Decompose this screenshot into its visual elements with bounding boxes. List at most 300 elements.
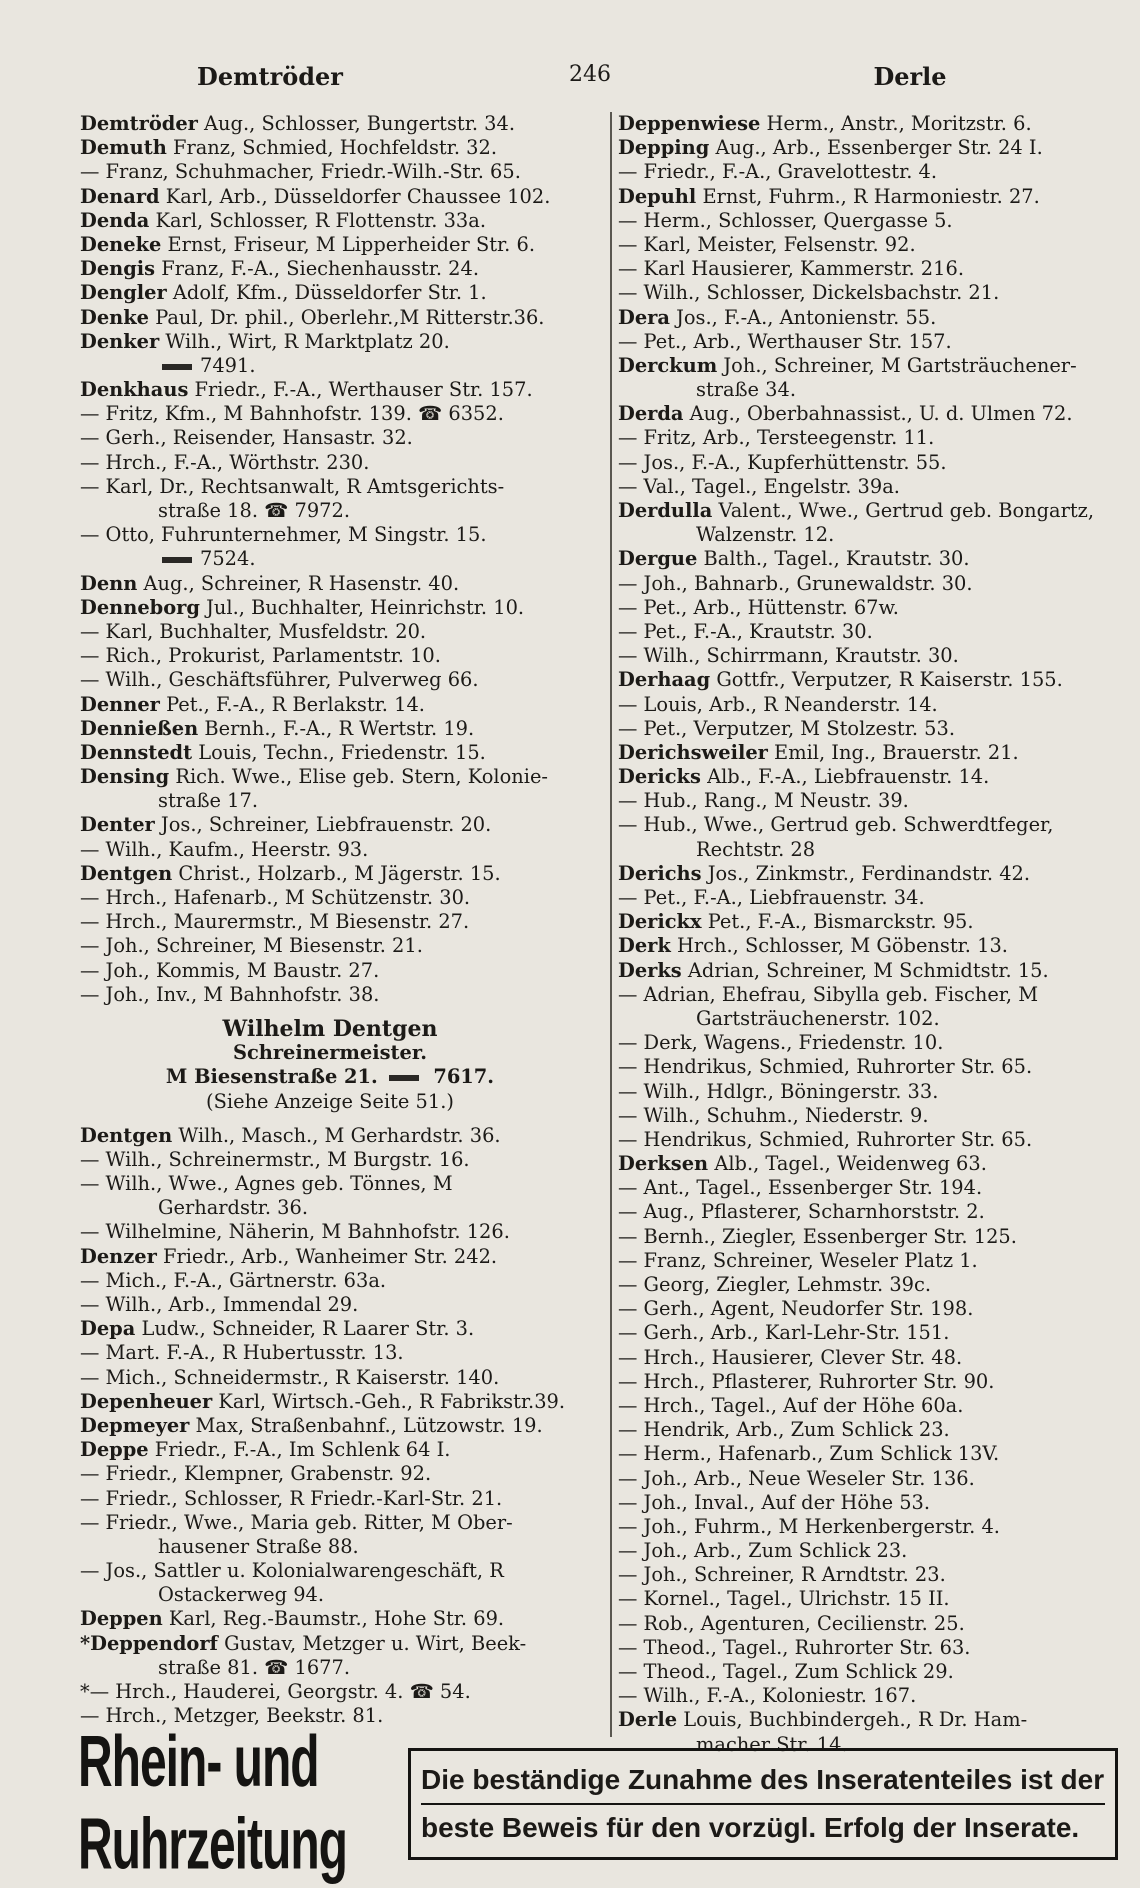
ad-address-line [80, 1065, 580, 1089]
directory-entry [618, 1346, 1128, 1370]
entry-details: — Wilh., Wwe., Agnes geb. Tönnes, M [80, 1172, 453, 1196]
directory-entry [618, 306, 1128, 330]
directory-entry [618, 233, 1128, 257]
entry-details: — Wilh., Geschäftsführer, Pulverweg 66. [80, 668, 479, 692]
directory-entry [80, 1269, 580, 1293]
entry-details: Gottfr., Verputzer, R Kaiserstr. 155. [710, 668, 1063, 692]
entry-details: — Wilh., Schuhm., Niederstr. 9. [618, 1103, 929, 1127]
directory-entry [618, 741, 1128, 765]
entry-continuation: Gerhardstr. 36. [158, 1196, 309, 1220]
directory-entry [80, 257, 580, 281]
directory-entry [618, 1370, 1128, 1394]
directory-entry [80, 862, 580, 886]
entry-details: — Friedr., Schlosser, R Friedr.-Karl-Str. 21. [80, 1486, 503, 1510]
directory-entry [80, 813, 580, 837]
entry-surname: Denker [80, 329, 160, 353]
entry-details: Jos., Schreiner, Liebfrauenstr. 20. [154, 813, 492, 837]
entry-details: — Joh., Arb., Zum Schlick 23. [618, 1539, 908, 1563]
entry-details: Jos., Zinkmstr., Ferdinandstr. 42. [701, 861, 1031, 885]
directory-entry [80, 1535, 580, 1559]
entry-details: — Kornel., Tagel., Ulrichstr. 15 II. [618, 1587, 950, 1611]
entry-surname: Deppen [80, 1607, 163, 1631]
entry-details: — Karl, Meister, Felsenstr. 92. [618, 232, 916, 256]
entry-details: Ernst, Fuhrm., R Harmoniestr. 27. [696, 184, 1040, 208]
entry-details: Joh., Schreiner, M Gartsträuchener- [717, 353, 1077, 377]
directory-entry [618, 1660, 1128, 1684]
ad-name: Wilhelm Dentgen [222, 1016, 438, 1042]
entry-details: Friedr., F.-A., Im Schlenk 64 I. [148, 1438, 451, 1462]
ad-trade: Schreinermeister. [232, 1041, 428, 1065]
left-entries-top [80, 112, 580, 1007]
entry-surname: Denzer [80, 1244, 157, 1268]
directory-entry [618, 1200, 1128, 1224]
entry-continuation: Walzenstr. 12. [696, 523, 835, 547]
telephone-icon [385, 1073, 423, 1083]
entry-details: — Gerh., Agent, Neudorfer Str. 198. [618, 1297, 974, 1321]
directory-entry [618, 717, 1128, 741]
entry-details: — Mich., Schneidermstr., R Kaiserstr. 140. [80, 1365, 500, 1389]
directory-entry [618, 547, 1128, 571]
entry-surname: Densing [80, 765, 170, 789]
business-ad [80, 1017, 580, 1114]
directory-entry [80, 1559, 580, 1583]
entry-surname: Dengler [80, 281, 167, 305]
entry-surname: Deppe [80, 1438, 149, 1462]
directory-entry [618, 765, 1128, 789]
entry-details: Gustav, Metzger u. Wirt, Beek- [217, 1631, 527, 1655]
entry-surname: Derda [618, 402, 684, 426]
entry-continuation: Rechtstr. 28 [696, 837, 816, 861]
directory-entry [80, 306, 580, 330]
entry-surname: Dericks [618, 765, 701, 789]
entry-details: — Pet., F.-A., Liebfrauenstr. 34. [618, 886, 925, 909]
entry-details: — Friedr., Wwe., Maria geb. Ritter, M Ober- [80, 1510, 513, 1534]
entry-details: Aug., Schlosser, Bungertstr. 34. [197, 112, 516, 135]
directory-entry [80, 1317, 580, 1341]
entry-details: — Hendrik, Arb., Zum Schlick 23. [618, 1418, 950, 1442]
directory-entry [618, 668, 1128, 692]
entry-surname: Derdulla [618, 499, 713, 522]
entry-continuation: straße 17. [158, 789, 259, 813]
entry-details: Friedr., Arb., Wanheimer Str. 242. [156, 1244, 498, 1268]
directory-entry [618, 644, 1128, 668]
entry-details: — Hrch., Pflasterer, Ruhrorter Str. 90. [618, 1369, 995, 1393]
directory-entry [80, 1607, 580, 1631]
entry-details: Aug., Oberbahnassist., U. d. Ulmen 72. [683, 402, 1073, 426]
directory-entry [80, 112, 580, 136]
directory-entry [618, 1418, 1128, 1442]
entry-surname: Demtröder [80, 112, 198, 135]
directory-entry [618, 1708, 1128, 1732]
entry-surname: Dera [618, 305, 670, 329]
directory-entry [618, 693, 1128, 717]
directory-entry [618, 1467, 1128, 1491]
directory-entry [80, 1632, 580, 1656]
entry-details: Ludw., Schneider, R Laarer Str. 3. [135, 1317, 475, 1341]
directory-entry [80, 644, 580, 668]
ad-phone: 7617. [433, 1065, 495, 1089]
entry-details: Jos., F.-A., Antonienstr. 55. [669, 305, 937, 329]
directory-entry [80, 1462, 580, 1486]
directory-entry [618, 402, 1128, 426]
directory-entry [618, 934, 1128, 958]
directory-entry [80, 402, 580, 426]
directory-entry [80, 934, 580, 958]
entry-details: Balth., Tagel., Krautstr. 30. [697, 547, 970, 571]
directory-entry [618, 959, 1128, 983]
entry-details: Karl, Arb., Düsseldorfer Chaussee 102. [159, 184, 551, 208]
entry-details: — Mich., F.-A., Gärtnerstr. 63a. [80, 1268, 387, 1292]
entry-details: — Hub., Wwe., Gertrud geb. Schwerdtfeger, [618, 813, 1054, 837]
directory-entry [618, 1249, 1128, 1273]
directory-entry [80, 1390, 580, 1414]
entry-details: — Joh., Schreiner, R Arndtstr. 23. [618, 1563, 946, 1587]
entry-details: — Pet., Verputzer, M Stolzestr. 53. [618, 716, 956, 740]
entry-details: Wilh., Masch., M Gerhardstr. 36. [172, 1123, 501, 1147]
directory-entry [618, 1612, 1128, 1636]
entry-details: — Fritz, Arb., Tersteegenstr. 11. [618, 426, 935, 450]
entry-surname: Denn [80, 571, 138, 595]
entry-surname: Denke [80, 305, 150, 329]
directory-entry [618, 813, 1128, 837]
directory-entry [80, 1583, 580, 1607]
entry-details: — Franz, Schreiner, Weseler Platz 1. [618, 1248, 978, 1272]
entry-details: — Wilh., F.-A., Koloniestr. 167. [618, 1684, 917, 1708]
directory-entry [618, 620, 1128, 644]
directory-entry [618, 596, 1128, 620]
entry-surname: Denda [80, 208, 150, 232]
directory-entry [80, 983, 580, 1007]
right-column [610, 112, 1128, 1756]
entry-details: Valent., Wwe., Gertrud geb. Bongartz, [712, 499, 1095, 522]
entry-continuation: Ostackerweg 94. [158, 1583, 325, 1607]
entry-details: — Derk, Wagens., Friedenstr. 10. [618, 1031, 944, 1055]
directory-entry [80, 475, 580, 499]
directory-entry [80, 1341, 580, 1365]
entry-details: *— Hrch., Hauderei, Georgstr. 4. ☎ 54. [80, 1680, 471, 1703]
directory-entry [618, 1684, 1128, 1708]
entry-details: — Herm., Hafenarb., Zum Schlick 13V. [618, 1442, 1000, 1466]
directory-entry [618, 1563, 1128, 1587]
directory-entry [80, 1511, 580, 1535]
directory-entry [618, 1636, 1128, 1660]
directory-entry [80, 886, 580, 910]
directory-entry [618, 160, 1128, 184]
entry-details: — Karl Hausierer, Kammerstr. 216. [618, 257, 964, 281]
entry-details: Christ., Holzarb., M Jägerstr. 15. [172, 861, 501, 885]
entry-details: — Wilh., Kaufm., Heerstr. 93. [80, 837, 369, 861]
entry-details: — Hrch., Tagel., Auf der Höhe 60a. [618, 1393, 964, 1417]
entry-details: Karl, Wirtsch.-Geh., R Fabrikstr.39. [212, 1389, 566, 1413]
entry-details: — Gerh., Reisender, Hansastr. 32. [80, 426, 413, 450]
entry-details: Rich. Wwe., Elise geb. Stern, Kolonie- [169, 765, 548, 789]
entry-details: — Otto, Fuhrunternehmer, M Singstr. 15. [80, 523, 487, 547]
entry-details: — Joh., Arb., Neue Weseler Str. 136. [618, 1466, 975, 1490]
directory-entry [618, 886, 1128, 910]
directory-entry [618, 426, 1128, 450]
entry-details: — Aug., Pflasterer, Scharnhorststr. 2. [618, 1200, 985, 1224]
entry-details: — Hendrikus, Schmied, Ruhrorter Str. 65. [618, 1055, 1033, 1079]
entry-surname: Derks [618, 958, 682, 982]
directory-entry [80, 741, 580, 765]
entry-surname: Derle [618, 1708, 678, 1732]
entry-details: — Joh., Kommis, M Baustr. 27. [80, 958, 380, 982]
directory-entry [80, 1293, 580, 1317]
directory-entry [618, 475, 1128, 499]
entry-details: — Wilh., Schirrmann, Krautstr. 30. [618, 644, 959, 668]
entry-details: — Hub., Rang., M Neustr. 39. [618, 789, 909, 813]
entry-details: — Wilh., Schlosser, Dickelsbachstr. 21. [618, 281, 1000, 305]
entry-details: — Jos., F.-A., Kupferhüttenstr. 55. [618, 450, 947, 474]
directory-entry [80, 717, 580, 741]
directory-entry [80, 281, 580, 305]
directory-entry [80, 354, 580, 378]
directory-entry [618, 1007, 1128, 1031]
entry-details: — Gerh., Arb., Karl-Lehr-Str. 151. [618, 1321, 950, 1345]
right-entries [618, 112, 1128, 1757]
entry-details: Louis, Techn., Friedenstr. 15. [192, 740, 486, 764]
directory-entry [618, 1587, 1128, 1611]
directory-entry [618, 185, 1128, 209]
directory-entry [618, 523, 1128, 547]
directory-entry [618, 1152, 1128, 1176]
directory-entry [618, 1176, 1128, 1200]
directory-entry [618, 112, 1128, 136]
entry-details: — Joh., Inv., M Bahnhofstr. 38. [80, 982, 380, 1006]
entry-details: — Mart. F.-A., R Hubertusstr. 13. [80, 1341, 404, 1365]
entry-surname: Derksen [618, 1152, 709, 1176]
entry-surname: Depenheuer [80, 1389, 213, 1413]
entry-details: — Hrch., F.-A., Wörthstr. 230. [80, 450, 370, 474]
entry-details: — Wilh., Arb., Immendal 29. [80, 1293, 359, 1316]
directory-entry [80, 838, 580, 862]
entry-details: Adolf, Kfm., Düsseldorfer Str. 1. [166, 281, 487, 305]
directory-entry [80, 668, 580, 692]
entry-surname: Derckum [618, 353, 718, 377]
directory-entry [80, 789, 580, 813]
ad-slogan-line-2: beste Beweis für den vorzügl. Erfolg der Inserate. [421, 1812, 1080, 1843]
entry-details: Ernst, Friseur, M Lipperheider Str. 6. [161, 232, 536, 256]
header-right-surname: Derle [873, 62, 947, 91]
entry-surname: Denner [80, 692, 160, 716]
directory-entry [80, 136, 580, 160]
entry-surname: Denneborg [80, 595, 200, 619]
directory-entry [618, 209, 1128, 233]
directory-entry [618, 1321, 1128, 1345]
entry-details: — Rob., Agenturen, Cecilienstr. 25. [618, 1611, 965, 1635]
entry-details: Hrch., Schlosser, M Göbenstr. 13. [670, 934, 1008, 958]
entry-details: — Wilh., Schreinermstr., M Burgstr. 16. [80, 1147, 470, 1171]
directory-entry [618, 862, 1128, 886]
left-column [80, 112, 580, 1728]
directory-entry [618, 378, 1128, 402]
directory-entry [80, 1124, 580, 1148]
directory-entry [80, 209, 580, 233]
telephone-icon [158, 362, 196, 372]
entry-details: — Georg, Ziegler, Lehmstr. 39c. [618, 1273, 932, 1296]
newspaper-logo: Rhein- und Ruhrzeitung [78, 1723, 347, 1885]
entry-details: — Hendrikus, Schmied, Ruhrorter Str. 65. [618, 1127, 1033, 1151]
directory-entry [80, 959, 580, 983]
entry-details: Karl, Schlosser, R Flottenstr. 33a. [149, 208, 486, 232]
directory-entry [80, 1148, 580, 1172]
ad-slogan [408, 1748, 1118, 1860]
entry-surname: Derickx [618, 910, 702, 934]
directory-entry [80, 1414, 580, 1438]
directory-entry [618, 1442, 1128, 1466]
directory-entry [618, 1539, 1128, 1563]
entry-details: Franz, F.-A., Siechenhausstr. 24. [155, 257, 480, 281]
entry-details: — Wilh., Hdlgr., Böningerstr. 33. [618, 1079, 939, 1103]
directory-entry [80, 693, 580, 717]
entry-details: — Adrian, Ehefrau, Sibylla geb. Fischer, M [618, 982, 1039, 1006]
entry-details: — Karl, Buchhalter, Musfeldstr. 20. [80, 619, 427, 643]
directory-entry [80, 378, 580, 402]
entry-continuation: straße 18. ☎ 7972. [158, 499, 350, 522]
entry-details: — Theod., Tagel., Ruhrorter Str. 63. [618, 1635, 971, 1659]
entry-surname: Dengis [80, 257, 156, 281]
entry-details: — Karl, Dr., Rechtsanwalt, R Amtsgerichts- [80, 474, 505, 498]
entry-details: — Louis, Arb., R Neanderstr. 14. [618, 692, 938, 716]
entry-details: Wilh., Wirt, R Marktplatz 20. [159, 329, 450, 353]
directory-entry [80, 910, 580, 934]
entry-details: — Hrch., Hausierer, Clever Str. 48. [618, 1345, 963, 1369]
entry-details: — Pet., Arb., Werthauser Str. 157. [618, 329, 952, 353]
directory-entry [80, 499, 580, 523]
entry-continuation: 7491. [200, 353, 256, 377]
entry-continuation: Gartsträuchenerstr. 102. [696, 1006, 940, 1030]
entry-details: — Friedr., F.-A., Gravelottestr. 4. [618, 160, 938, 184]
entry-continuation: 7524. [200, 547, 256, 571]
directory-entry [80, 1487, 580, 1511]
entry-continuation: straße 81. ☎ 1677. [158, 1655, 350, 1679]
directory-entry [618, 1394, 1128, 1418]
entry-surname: Dennstedt [80, 740, 193, 764]
entry-surname: Demuth [80, 136, 167, 160]
entry-surname: Derichs [618, 861, 702, 885]
entry-details: Pet., F.-A., R Berlakstr. 14. [159, 692, 425, 716]
directory-entry [618, 838, 1128, 862]
entry-details: — Bernh., Ziegler, Essenberger Str. 125. [618, 1224, 1017, 1248]
directory-entry [80, 1656, 580, 1680]
entry-details: — Theod., Tagel., Zum Schlick 29. [618, 1660, 954, 1683]
directory-entry [618, 1031, 1128, 1055]
entry-details: Pet., F.-A., Bismarckstr. 95. [701, 910, 974, 934]
page-number: 246 [569, 62, 611, 87]
directory-entry [618, 1055, 1128, 1079]
entry-details: Aug., Arb., Essenberger Str. 24 I. [709, 136, 1043, 160]
entry-details: Aug., Schreiner, R Hasenstr. 40. [137, 571, 460, 595]
directory-entry [618, 1225, 1128, 1249]
entry-details: Friedr., F.-A., Werthauser Str. 157. [188, 378, 533, 402]
ad-address: M Biesenstraße 21. [165, 1065, 378, 1089]
entry-surname: Denter [80, 813, 155, 837]
directory-entry [618, 257, 1128, 281]
entry-details: Karl, Reg.-Baumstr., Hohe Str. 69. [162, 1607, 505, 1631]
entry-details: Max, Straßenbahnf., Lützowstr. 19. [189, 1413, 543, 1437]
directory-entry [618, 1104, 1128, 1128]
left-entries-bottom [80, 1124, 580, 1729]
entry-details: — Hrch., Maurermstr., M Biesenstr. 27. [80, 910, 470, 934]
directory-entry [80, 426, 580, 450]
directory-entry [80, 1220, 580, 1244]
entry-details: — Joh., Bahnarb., Grunewaldstr. 30. [618, 571, 973, 595]
entry-details: — Joh., Fuhrm., M Herkenbergerstr. 4. [618, 1514, 1000, 1538]
entry-surname: Derhaag [618, 668, 711, 692]
entry-surname: Derk [618, 934, 671, 958]
directory-entry [80, 1245, 580, 1269]
ad-note: (Siehe Anzeige Seite 51.) [206, 1089, 454, 1113]
entry-surname: Dentgen [80, 861, 173, 885]
entry-surname: Depuhl [618, 184, 697, 208]
entry-details: Jul., Buchhalter, Heinrichstr. 10. [199, 595, 525, 619]
entry-details: — Ant., Tagel., Essenberger Str. 194. [618, 1176, 983, 1200]
ad-slogan-line-1: Die beständige Zunahme des Inseratenteiles ist der [421, 1757, 1105, 1805]
entry-details: — Rich., Prokurist, Parlamentstr. 10. [80, 644, 441, 668]
directory-entry [80, 1172, 580, 1196]
entry-surname: Denkhaus [80, 378, 189, 402]
entry-surname: Deneke [80, 232, 162, 256]
entry-surname: Dentgen [80, 1123, 173, 1147]
entry-details: Herm., Anstr., Moritzstr. 6. [760, 112, 1032, 135]
entry-surname: *Deppendorf [80, 1631, 218, 1655]
header-left-surname: Demtröder [197, 62, 343, 91]
directory-entry [80, 233, 580, 257]
directory-entry [618, 136, 1128, 160]
directory-entry [80, 620, 580, 644]
directory-entry [618, 330, 1128, 354]
directory-entry [80, 185, 580, 209]
directory-entry [618, 1297, 1128, 1321]
entry-surname: Dennießen [80, 716, 199, 740]
directory-entry [80, 572, 580, 596]
entry-surname: Depping [618, 136, 710, 160]
entry-details: Alb., Tagel., Weidenweg 63. [708, 1152, 987, 1176]
entry-details: — Wilhelmine, Näherin, M Bahnhofstr. 126. [80, 1220, 510, 1244]
directory-entry [618, 572, 1128, 596]
directory-entry [80, 451, 580, 475]
entry-details: — Jos., Sattler u. Kolonialwarengeschäft, R [80, 1559, 504, 1583]
entry-surname: Depmeyer [80, 1413, 190, 1437]
entry-details: — Hrch., Hafenarb., M Schützenstr. 30. [80, 886, 471, 909]
directory-entry [80, 1196, 580, 1220]
directory-entry [618, 1080, 1128, 1104]
directory-entry [618, 910, 1128, 934]
directory-entry [618, 983, 1128, 1007]
entry-details: Franz, Schmied, Hochfeldstr. 32. [166, 136, 497, 160]
entry-details: — Friedr., Klempner, Grabenstr. 92. [80, 1462, 432, 1486]
directory-entry [80, 160, 580, 184]
entry-surname: Depa [80, 1317, 136, 1341]
entry-surname: Derichsweiler [618, 740, 768, 764]
entry-details: — Fritz, Kfm., M Bahnhofstr. 139. ☎ 6352. [80, 402, 504, 426]
entry-continuation: straße 34. [696, 378, 797, 402]
entry-details: — Pet., Arb., Hüttenstr. 67w. [618, 595, 899, 619]
directory-entry [618, 1515, 1128, 1539]
entry-details: Bernh., F.-A., R Wertstr. 19. [198, 716, 475, 740]
directory-entry [618, 789, 1128, 813]
entry-surname: Dergue [618, 547, 698, 571]
directory-entry [618, 354, 1128, 378]
entry-continuation: macher Str. 14. [696, 1732, 848, 1756]
entry-details: — Joh., Inval., Auf der Höhe 53. [618, 1490, 931, 1514]
entry-details: Emil, Ing., Brauerstr. 21. [767, 740, 1019, 764]
entry-details: Paul, Dr. phil., Oberlehr.,M Ritterstr.36. [149, 305, 545, 329]
directory-entry [618, 1128, 1128, 1152]
entry-surname: Denard [80, 184, 160, 208]
entry-surname: Deppenwiese [618, 112, 761, 135]
directory-entry [618, 1491, 1128, 1515]
